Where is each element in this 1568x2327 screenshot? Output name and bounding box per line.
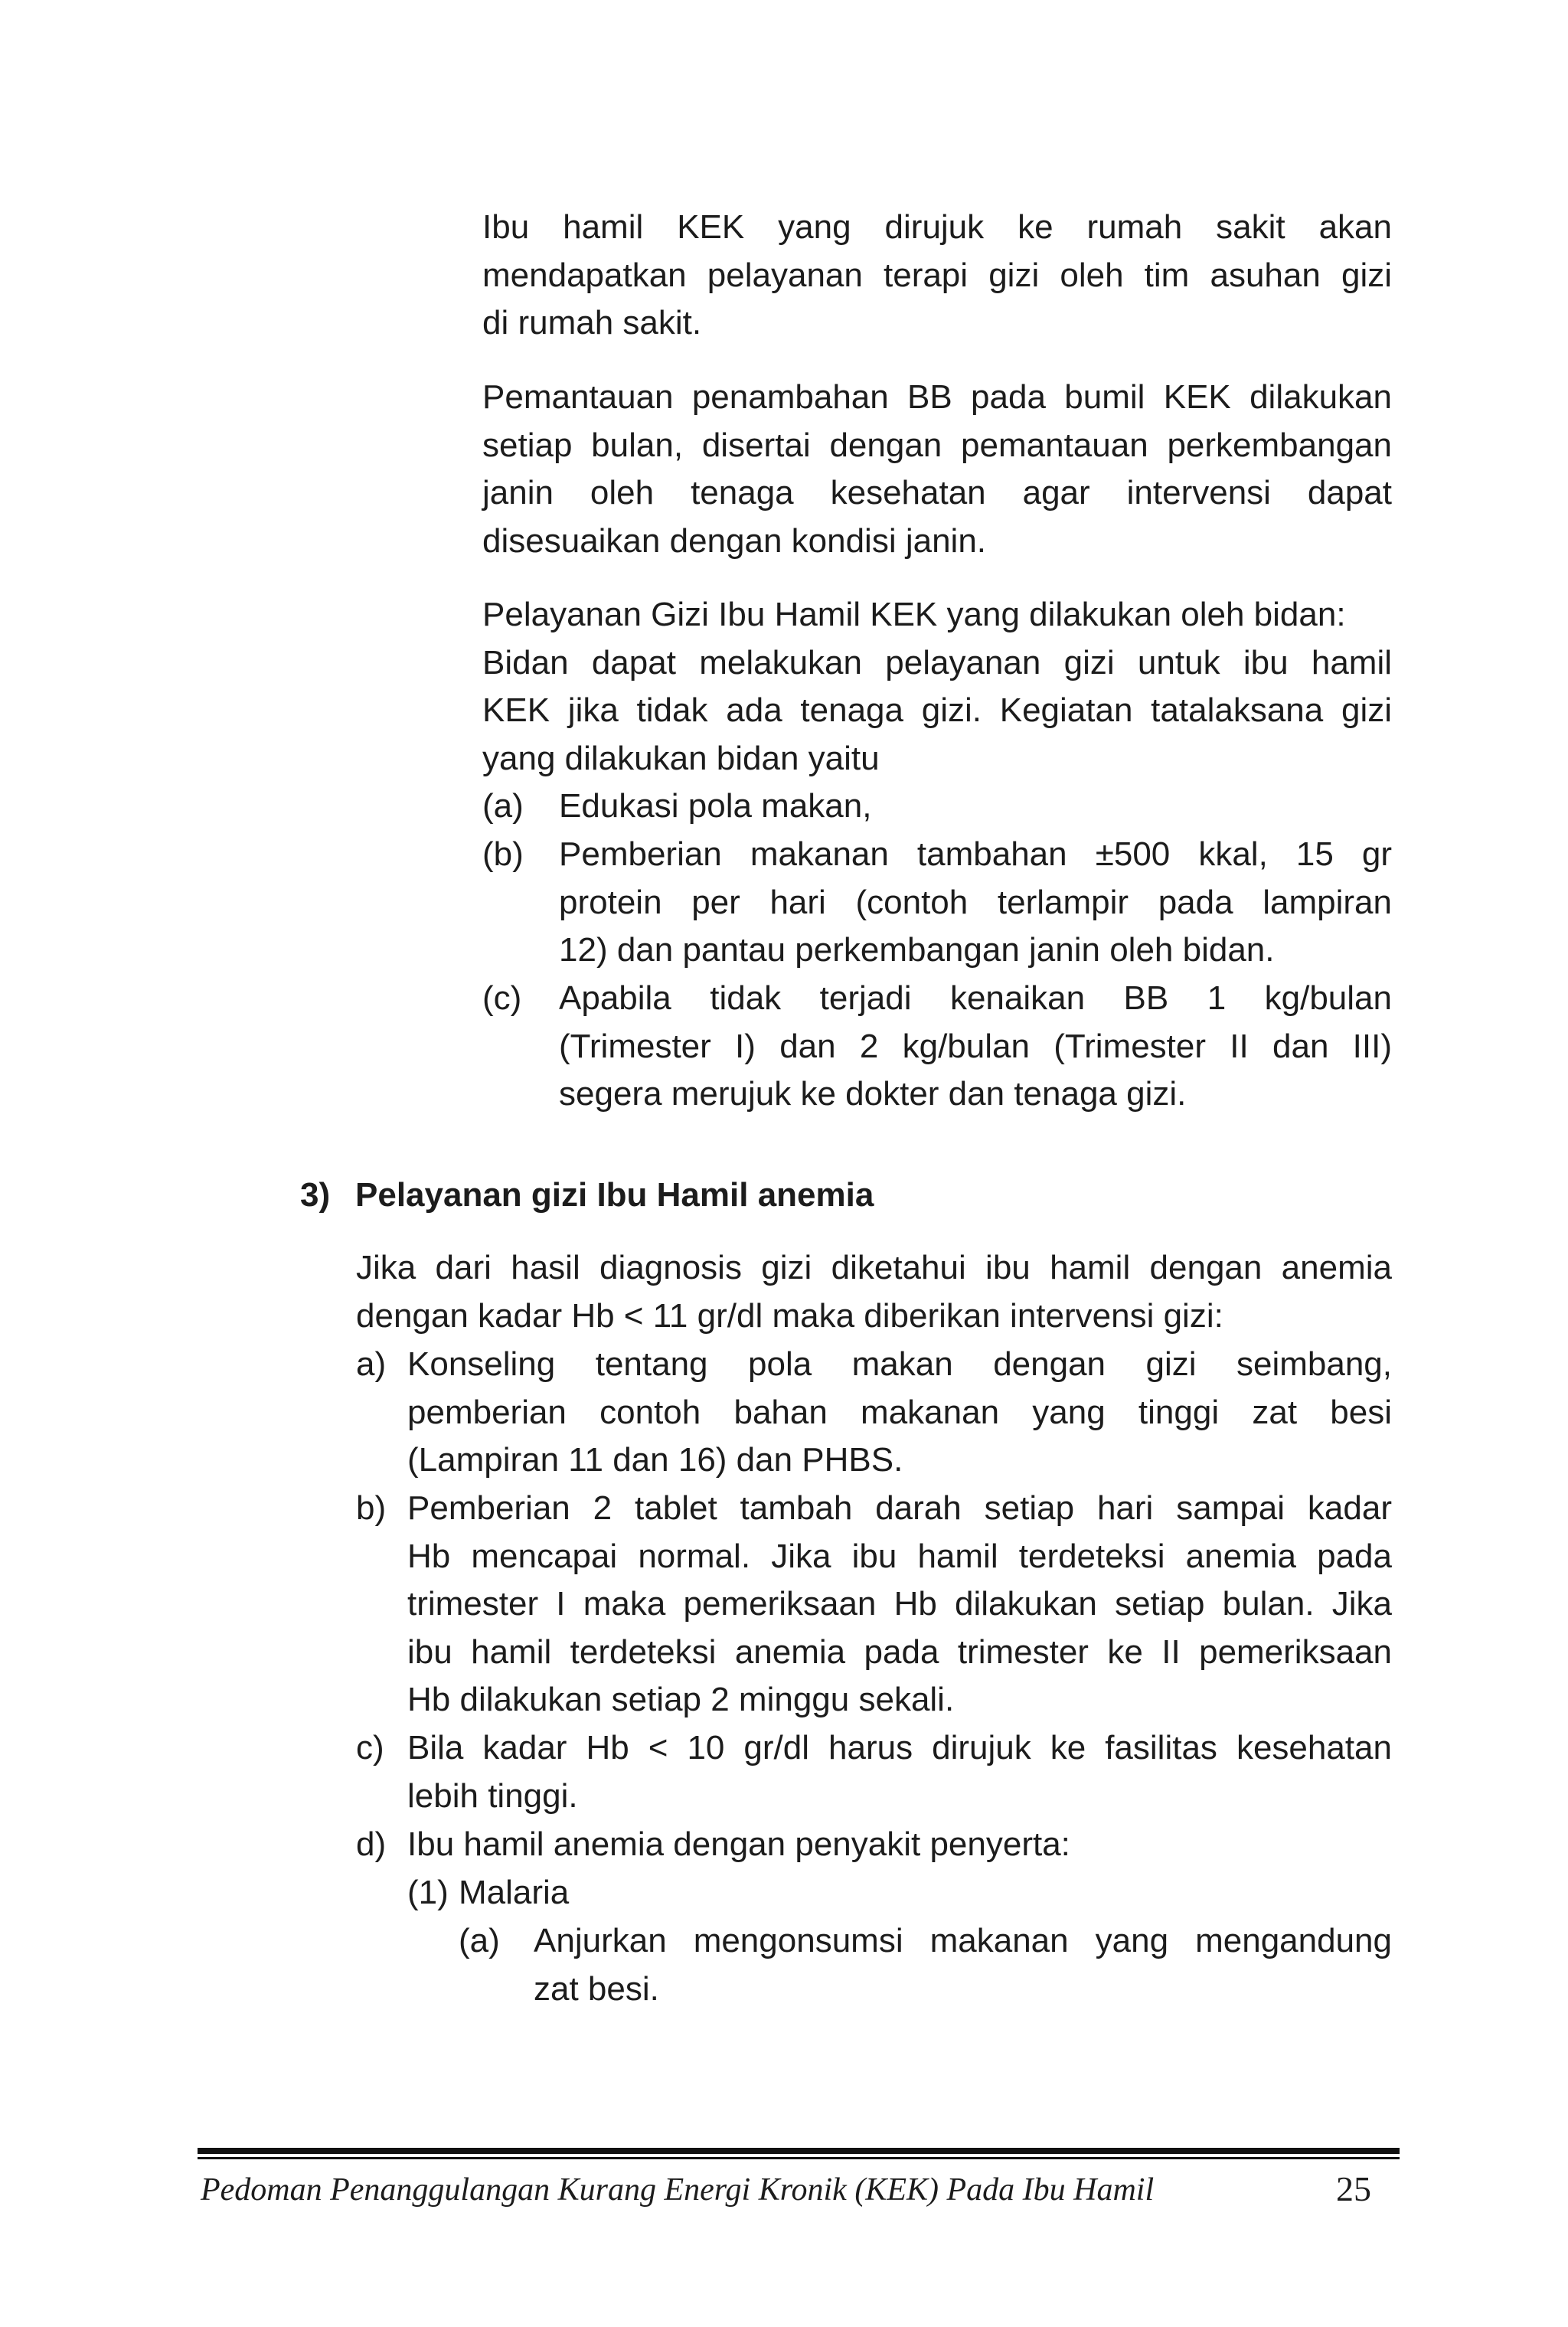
list-item-label: d) — [356, 1825, 387, 1863]
list-item-label: (b) — [482, 835, 524, 873]
paragraph-midwife-service — [482, 591, 1392, 783]
list-item-kek-b — [482, 831, 1392, 975]
list-item-line: lebih tinggi. — [407, 1776, 578, 1815]
list-item-line: Hb dilakukan setiap 2 minggu sekali. — [407, 1681, 955, 1719]
list-item-line: Pemberian 2 tablet tambah darah setiap hari sampai kadar — [407, 1489, 1392, 1527]
paragraph-line: KEK jika tidak ada tenaga gizi. Kegiatan tatalaksana gizi — [482, 691, 1392, 730]
list-item-line: Hb mencapai normal. Jika ibu hamil terdeteksi anemia pada — [407, 1537, 1392, 1575]
sub-item-malaria — [407, 1869, 1392, 1917]
list-item-line: 12) dan pantau perkembangan janin oleh bidan. — [559, 931, 1275, 969]
sub-item-label: (1) — [407, 1874, 449, 1911]
section-number: 3) — [300, 1176, 331, 1214]
paragraph-line: janin oleh tenaga kesehatan agar intervensi dapat — [482, 474, 1392, 512]
sub-sub-item-label: (a) — [459, 1922, 500, 1959]
paragraph-line: Pelayanan Gizi Ibu Hamil KEK yang dilakukan oleh bidan: — [482, 596, 1346, 633]
footer-title: Pedoman Penanggulangan Kurang Energi Kronik (KEK) Pada Ibu Hamil — [201, 2172, 1155, 2208]
page-number: 25 — [1336, 2169, 1371, 2208]
list-item-label: (c) — [482, 979, 522, 1017]
list-item-label: (a) — [482, 787, 524, 825]
section-title: Pelayanan gizi Ibu Hamil anemia — [355, 1176, 874, 1214]
list-item-line: (Lampiran 11 dan 16) dan PHBS. — [407, 1441, 903, 1479]
list-item-line: (Trimester I) dan 2 kg/bulan (Trimester II dan III) — [559, 1027, 1392, 1065]
list-item-kek-c — [482, 975, 1392, 1119]
list-item-line: zat besi. — [534, 1969, 659, 2008]
sub-item-text: Malaria — [459, 1874, 570, 1911]
paragraph-line: Pemantauan penambahan BB pada bumil KEK dilakukan — [482, 378, 1392, 416]
list-item-line: protein per hari (contoh terlampir pada lampiran — [559, 883, 1392, 921]
paragraph-line: mendapatkan pelayanan terapi gizi oleh tim asuhan gizi — [482, 256, 1392, 294]
paragraph-line: Bidan dapat melakukan pelayanan gizi untuk ibu hamil — [482, 643, 1392, 681]
list-item-line: Bila kadar Hb < 10 gr/dl harus dirujuk ke fasilitas kesehatan — [407, 1729, 1392, 1766]
list-item-label: b) — [356, 1489, 387, 1527]
paragraph-line: Ibu hamil KEK yang dirujuk ke rumah sakit akan — [482, 208, 1392, 246]
paragraph-referral — [482, 204, 1392, 348]
list-item-label: c) — [356, 1729, 384, 1766]
list-item-anemia-d — [356, 1821, 1392, 1869]
paragraph-line: yang dilakukan bidan yaitu — [482, 739, 880, 777]
paragraph-line: di rumah sakit. — [482, 304, 702, 342]
list-item-line: trimester I maka pemeriksaan Hb dilakukan setiap bulan. Jika — [407, 1585, 1392, 1623]
paragraph-line: setiap bulan, disertai dengan pemantauan perkembangan — [482, 426, 1392, 464]
sub-sub-item-a — [459, 1917, 1392, 2014]
list-item-line: Pemberian makanan tambahan ±500 kkal, 15 gr — [559, 835, 1392, 873]
paragraph-line: dengan kadar Hb < 11 gr/dl maka diberikan intervensi gizi: — [356, 1296, 1223, 1335]
list-item-anemia-b — [356, 1485, 1392, 1724]
list-item-line: Anjurkan mengonsumsi makanan yang mengandung — [534, 1922, 1392, 1959]
list-item-kek-a — [482, 783, 1392, 831]
list-item-anemia-a — [356, 1341, 1392, 1485]
section-intro — [356, 1244, 1392, 1340]
list-item-line: segera merujuk ke dokter dan tenaga gizi. — [559, 1075, 1187, 1113]
list-item-line: Edukasi pola makan, — [559, 787, 872, 825]
paragraph-monitoring — [482, 374, 1392, 565]
list-item-line: Konseling tentang pola makan dengan gizi seimbang, — [407, 1345, 1392, 1383]
list-item-label: a) — [356, 1345, 387, 1383]
list-item-line: Apabila tidak terjadi kenaikan BB 1 kg/bulan — [559, 979, 1392, 1017]
list-item-line: ibu hamil terdeteksi anemia pada trimester ke II pemeriksaan — [407, 1632, 1392, 1671]
list-item-line: Ibu hamil anemia dengan penyakit penyerta: — [407, 1825, 1070, 1863]
list-item-line: pemberian contoh bahan makanan yang tinggi zat besi — [407, 1393, 1392, 1431]
footer-rule-thick — [198, 2148, 1400, 2154]
paragraph-line: disesuaikan dengan kondisi janin. — [482, 521, 987, 560]
paragraph-line: Jika dari hasil diagnosis gizi diketahui ibu hamil dengan anemia — [356, 1249, 1392, 1286]
footer-rule-thin — [198, 2157, 1400, 2159]
list-item-anemia-c — [356, 1724, 1392, 1821]
